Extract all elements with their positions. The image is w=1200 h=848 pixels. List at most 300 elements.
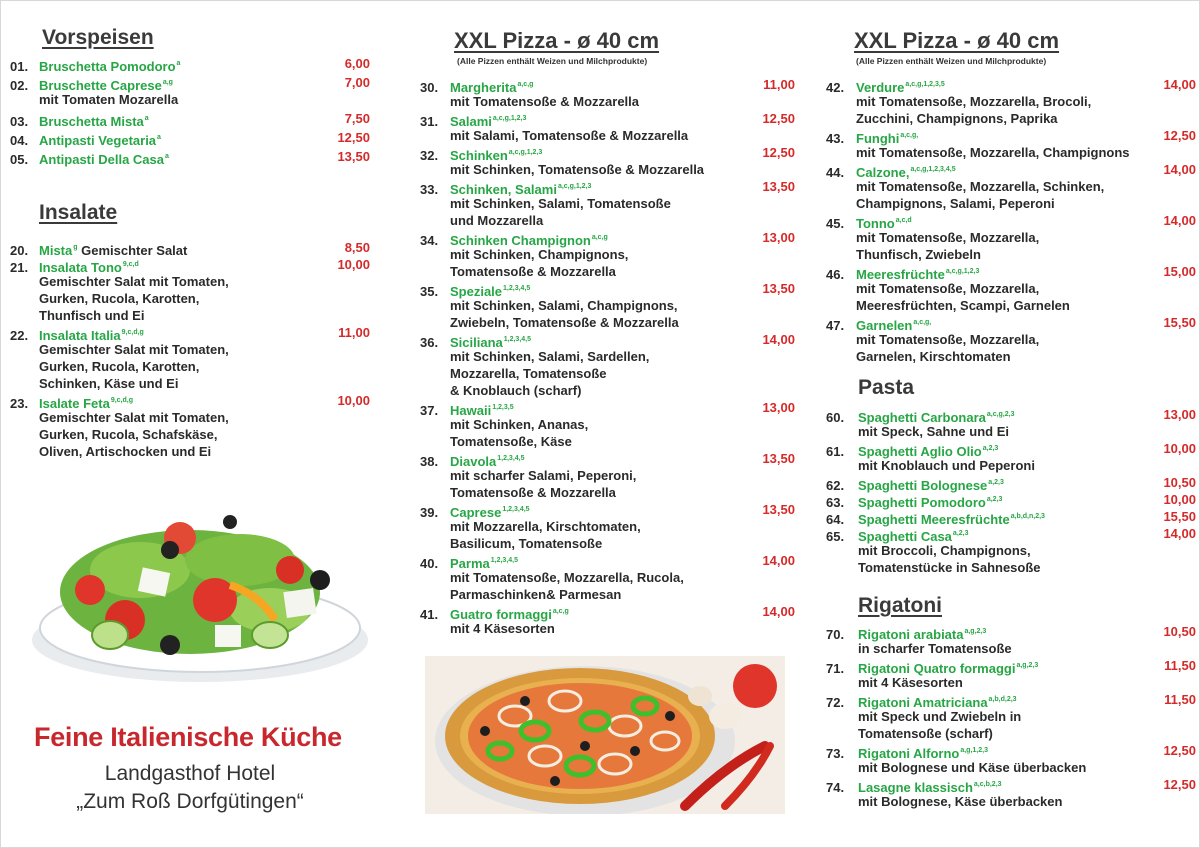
item-description-line: mit Tomatensoße, Mozzarella, Schinken,	[856, 179, 1105, 194]
item-name: Hawaii	[450, 403, 492, 418]
item-price: 10,00	[1163, 492, 1196, 507]
item-description-line: Gurken, Rucola, Karotten,	[39, 291, 200, 306]
allergen-codes: 1,2,3,4,5	[502, 506, 530, 513]
item-description-line: Gurken, Rucola, Schafskäse,	[39, 427, 218, 442]
vorspeisen-list	[10, 55, 370, 167]
item-number: 63.	[826, 495, 845, 510]
item-number: 44.	[826, 165, 845, 180]
item-number: 02.	[10, 78, 29, 93]
item-number: 32.	[420, 148, 439, 163]
item-description-line: Tomatenstücke in Sahnesoße	[858, 560, 1041, 575]
item-name: Lasagne klassisch	[858, 780, 973, 795]
item-number: 34.	[420, 233, 439, 248]
item-description-line: Schinken, Käse und Ei	[39, 376, 179, 391]
item-number: 39.	[420, 505, 439, 520]
item-price: 10,00	[337, 393, 370, 408]
item-name: Siciliana	[450, 335, 503, 350]
item-price: 14,00	[762, 332, 795, 347]
item-name: Guatro formaggi	[450, 607, 552, 622]
menu-item	[826, 525, 1196, 576]
menu-item-row	[826, 623, 1196, 640]
item-number: 30.	[420, 80, 439, 95]
item-name: Bruschette Caprese	[39, 78, 162, 93]
allergen-codes: a,c,g	[591, 234, 608, 241]
item-name: Antipasti Della Casa	[39, 152, 164, 167]
item-price: 11,00	[763, 77, 795, 92]
section-title-vorspeisen: Vorspeisen	[42, 26, 154, 49]
item-price: 13,00	[762, 230, 795, 245]
menu-item-row	[826, 406, 1196, 423]
section-title-pizza-2: XXL Pizza - ø 40 cm	[854, 28, 1060, 53]
item-name: Tonno	[856, 216, 895, 231]
item-description-line: Parmaschinken& Parmesan	[450, 587, 622, 602]
item-price: 10,00	[337, 257, 370, 272]
item-number: 20.	[10, 243, 29, 258]
menu-item-row	[10, 74, 370, 91]
item-description-line: mit Tomatensoße, Mozzarella,	[856, 281, 1040, 296]
menu-item-row	[826, 742, 1196, 759]
item-name: Rigatoni Alforno	[858, 746, 960, 761]
item-description-line: mit Broccoli, Champignons,	[858, 543, 1031, 558]
menu-item	[420, 501, 795, 552]
allergen-codes: a,2,3	[988, 479, 1004, 486]
item-price: 11,00	[338, 325, 370, 340]
allergen-codes: a,b,d,2,3	[988, 696, 1017, 703]
rigatoni-list	[826, 623, 1196, 810]
item-description-line: Thunfisch, Zwiebeln	[856, 247, 981, 262]
item-name: Antipasti Vegetaria	[39, 133, 157, 148]
allergen-codes: g	[73, 244, 78, 251]
item-price: 7,00	[344, 75, 370, 90]
item-price: 14,00	[1163, 213, 1196, 228]
menu-item-row	[420, 229, 795, 246]
item-name: Spaghetti Casa	[858, 529, 952, 544]
item-description-line: mit Schinken, Salami, Champignons,	[450, 298, 678, 313]
allergen-codes: a,g,1,2,3	[960, 747, 988, 754]
item-name: Rigatoni Quatro formaggi	[858, 661, 1016, 676]
item-description-line: mit Schinken, Champignons,	[450, 247, 629, 262]
menu-item	[826, 440, 1196, 474]
item-name: Margherita	[450, 80, 517, 95]
item-price: 13,50	[762, 281, 795, 296]
allergen-codes: 9,c,d,g	[110, 397, 134, 404]
menu-item-row	[10, 256, 370, 273]
menu-item	[420, 280, 795, 331]
allergen-codes: a,2,3	[982, 445, 999, 452]
hotel-name: Landgasthof Hotel	[104, 762, 276, 785]
item-number: 01.	[10, 59, 29, 74]
item-description-line: Gemischter Salat mit Tomaten,	[39, 410, 229, 425]
item-description-line: mit Knoblauch und Peperoni	[858, 458, 1035, 473]
menu-item-row	[10, 148, 370, 165]
menu-item-row	[420, 450, 795, 467]
item-description-line: mit 4 Käsesorten	[450, 621, 555, 636]
pizza-note-1: (Alle Pizzen enthält Weizen und Milchprodukte)	[457, 56, 648, 66]
item-name: Spaghetti Carbonara	[858, 410, 986, 425]
item-number: 60.	[826, 410, 845, 425]
item-description-line: mit Tomatensoße, Mozzarella, Champignons	[856, 145, 1130, 160]
item-number: 64.	[826, 512, 845, 527]
item-name: Meeresfrüchte	[856, 267, 945, 282]
section-title-rigatoni: Rigatoni	[858, 594, 942, 617]
item-name: Schinken Champignon	[450, 233, 591, 248]
item-number: 42.	[826, 80, 845, 95]
menu-item-row	[10, 55, 370, 72]
item-number: 38.	[420, 454, 439, 469]
item-price: 13,50	[762, 451, 795, 466]
item-description-line: mit Mozzarella, Kirschtomaten,	[450, 519, 641, 534]
item-price: 15,50	[1163, 315, 1196, 330]
menu-item-row	[420, 603, 795, 620]
menu-item	[420, 450, 795, 501]
item-name: Speziale	[450, 284, 503, 299]
menu-item-row	[10, 239, 370, 256]
menu-item-row	[10, 324, 370, 341]
item-price: 12,50	[762, 111, 795, 126]
menu-item	[826, 657, 1196, 691]
allergen-codes: a	[176, 60, 181, 67]
menu-item-row	[826, 657, 1196, 674]
item-name: Garnelen	[856, 318, 913, 333]
item-number: 21.	[10, 260, 29, 275]
allergen-codes: a,b,d,n,2,3	[1010, 513, 1045, 520]
menu-item	[10, 239, 370, 256]
menu-item	[826, 263, 1196, 314]
item-price: 12,50	[762, 145, 795, 160]
item-description-line: Zwiebeln, Tomatensoße & Mozzarella	[450, 315, 679, 330]
section-title-pasta: Pasta	[858, 376, 915, 399]
item-name: Isalate Feta	[39, 396, 110, 411]
menu-item	[420, 331, 795, 399]
allergen-codes: a,c,g,	[913, 319, 932, 326]
allergen-codes: 1,2,3,4,5	[503, 285, 531, 292]
item-price: 11,50	[1164, 658, 1196, 673]
allergen-codes: a	[165, 153, 169, 160]
item-name: Verdure	[856, 80, 905, 95]
item-description-line: Basilicum, Tomatensoße	[450, 536, 603, 551]
item-number: 62.	[826, 478, 845, 493]
item-number: 31.	[420, 114, 439, 129]
pizza-list-1	[420, 76, 795, 637]
item-description-line: Tomatensoße, Käse	[450, 434, 572, 449]
item-description-line: mit Tomatensoße, Mozzarella, Brocoli,	[856, 94, 1092, 109]
item-name: Mista	[39, 243, 73, 258]
allergen-codes: a,c,d	[895, 217, 912, 224]
item-inline-description: Gemischter Salat	[77, 243, 188, 258]
item-price: 10,50	[1163, 475, 1196, 490]
item-number: 37.	[420, 403, 439, 418]
menu-item	[826, 691, 1196, 742]
menu-item	[826, 406, 1196, 440]
menu-item-row	[826, 525, 1196, 542]
item-price: 8,50	[344, 240, 370, 255]
item-price: 13,00	[1163, 407, 1196, 422]
item-price: 12,50	[1163, 777, 1196, 792]
item-number: 65.	[826, 529, 845, 544]
menu-item-row	[826, 314, 1196, 331]
item-description-line: mit Schinken, Tomatensoße & Mozzarella	[450, 162, 705, 177]
menu-item-row	[826, 474, 1196, 491]
item-description-line: mit Tomatensoße, Mozzarella,	[856, 332, 1040, 347]
item-name: Parma	[450, 556, 490, 571]
menu-item	[420, 399, 795, 450]
allergen-codes: 9,c,d	[122, 261, 139, 268]
allergen-codes: a,c,g,1,2,3	[492, 115, 527, 122]
item-description-line: mit Tomatensoße, Mozzarella, Rucola,	[450, 570, 684, 585]
item-number: 72.	[826, 695, 845, 710]
menu-item	[10, 129, 370, 146]
item-number: 03.	[10, 114, 29, 129]
allergen-codes: a,c,g,2,3	[986, 411, 1015, 418]
menu-item	[10, 110, 370, 127]
item-name: Bruschetta Mista	[39, 114, 144, 129]
allergen-codes: 1,2,3,4,5	[490, 557, 518, 564]
item-description-line: Tomatensoße & Mozzarella	[450, 264, 616, 279]
menu-item	[10, 392, 370, 460]
menu-item-row	[826, 440, 1196, 457]
item-number: 47.	[826, 318, 845, 333]
item-description-line: mit Schinken, Salami, Sardellen,	[450, 349, 650, 364]
item-price: 14,00	[762, 604, 795, 619]
menu-item	[826, 474, 1196, 491]
item-price: 12,50	[1163, 128, 1196, 143]
item-description-line: mit Schinken, Ananas,	[450, 417, 589, 432]
item-price: 14,00	[1163, 77, 1196, 92]
item-description-line: Mozzarella, Tomatensoße	[450, 366, 607, 381]
menu-item-row	[826, 508, 1196, 525]
item-price: 14,00	[1163, 162, 1196, 177]
pizza-list-2	[826, 76, 1196, 365]
item-price: 13,50	[762, 502, 795, 517]
menu-item-row	[420, 110, 795, 127]
item-price: 10,50	[1163, 624, 1196, 639]
insalate-list	[10, 239, 370, 460]
item-description-line: Gemischter Salat mit Tomaten,	[39, 274, 229, 289]
allergen-codes: 9,c,d,g	[121, 329, 144, 336]
menu-item	[826, 742, 1196, 776]
menu-item	[826, 127, 1196, 161]
allergen-codes: a,c,g,1,2,3	[945, 268, 980, 275]
menu-item	[420, 76, 795, 110]
allergen-codes: a,2,3	[952, 530, 969, 537]
menu-item	[420, 144, 795, 178]
menu-item-row	[10, 110, 370, 127]
pizza-note-2: (Alle Pizzen enthält Weizen und Milchprodukte)	[856, 56, 1047, 66]
hotel-subname: „Zum Roß Dorfgütingen“	[76, 790, 304, 813]
allergen-codes: 1,2,3,4,5	[503, 336, 531, 343]
item-price: 13,00	[762, 400, 795, 415]
item-description-line: mit Bolognese und Käse überbacken	[858, 760, 1087, 775]
menu-item-row	[420, 399, 795, 416]
menu-item-row	[10, 129, 370, 146]
item-number: 04.	[10, 133, 29, 148]
item-price: 14,00	[1163, 526, 1196, 541]
item-name: Calzone,	[856, 165, 910, 180]
section-title-pizza-1: XXL Pizza - ø 40 cm	[454, 28, 660, 53]
item-price: 10,00	[1163, 441, 1196, 456]
menu-item-row	[826, 127, 1196, 144]
menu-item	[10, 55, 370, 72]
item-price: 12,50	[1163, 743, 1196, 758]
item-price: 7,50	[344, 111, 370, 126]
item-price: 14,00	[762, 553, 795, 568]
menu-item	[10, 74, 370, 108]
restaurant-name: Feine Italienische Küche	[34, 722, 342, 752]
menu-item	[826, 776, 1196, 810]
item-description-line: Tomatensoße & Mozzarella	[450, 485, 616, 500]
menu-item-row	[10, 392, 370, 409]
item-price: 15,00	[1163, 264, 1196, 279]
item-description-line: Garnelen, Kirschtomaten	[856, 349, 1011, 364]
menu-item-row	[826, 691, 1196, 708]
item-number: 73.	[826, 746, 845, 761]
item-number: 33.	[420, 182, 439, 197]
menu-item	[826, 508, 1196, 525]
item-price: 6,00	[344, 56, 370, 71]
item-description-line: Zucchini, Champignons, Paprika	[856, 111, 1058, 126]
menu-item-row	[420, 178, 795, 195]
menu-item	[420, 229, 795, 280]
menu-item	[420, 178, 795, 229]
item-name: Insalata Italia	[39, 328, 121, 343]
item-number: 61.	[826, 444, 845, 459]
menu-item-row	[420, 76, 795, 93]
salad-photo	[30, 500, 370, 690]
item-number: 23.	[10, 396, 29, 411]
menu-item-row	[826, 263, 1196, 280]
menu-item	[826, 76, 1196, 127]
item-description-line: Gemischter Salat mit Tomaten,	[39, 342, 229, 357]
item-name: Rigatoni arabiata	[858, 627, 964, 642]
item-number: 40.	[420, 556, 439, 571]
item-name: Bruschetta Pomodoro	[39, 59, 176, 74]
menu-item	[826, 314, 1196, 365]
allergen-codes: a,g	[162, 79, 173, 86]
item-description-line: Thunfisch und Ei	[39, 308, 145, 323]
item-number: 46.	[826, 267, 845, 282]
item-number: 22.	[10, 328, 29, 343]
item-number: 74.	[826, 780, 845, 795]
pasta-list	[826, 406, 1196, 576]
menu-item	[826, 491, 1196, 508]
menu-item	[10, 148, 370, 165]
menu-item	[420, 552, 795, 603]
item-price: 13,50	[762, 179, 795, 194]
item-description-line: mit 4 Käsesorten	[858, 675, 963, 690]
allergen-codes: a,c,g	[552, 608, 569, 615]
section-title-insalate: Insalate	[39, 201, 118, 224]
menu-item	[826, 161, 1196, 212]
item-number: 41.	[420, 607, 439, 622]
item-description-line: in scharfer Tomatensoße	[858, 641, 1012, 656]
item-description-line: mit Schinken, Salami, Tomatensoße	[450, 196, 671, 211]
item-description-line: mit scharfer Salami, Peperoni,	[450, 468, 637, 483]
item-description-line: Meeresfrüchten, Scampi, Garnelen	[856, 298, 1070, 313]
item-number: 43.	[826, 131, 845, 146]
allergen-codes: a	[144, 115, 149, 122]
pizza-photo	[425, 656, 785, 814]
allergen-codes: a	[157, 134, 161, 141]
menu-item	[10, 324, 370, 392]
item-number: 05.	[10, 152, 29, 167]
menu-item-row	[420, 552, 795, 569]
item-price: 12,50	[337, 130, 370, 145]
menu-item-row	[826, 212, 1196, 229]
allergen-codes: a,c,g,	[900, 132, 919, 139]
item-name: Caprese	[450, 505, 502, 520]
item-name: Diavola	[450, 454, 497, 469]
allergen-codes: a,c,g,1,2,3	[557, 183, 592, 190]
menu-item	[420, 603, 795, 637]
item-price: 11,50	[1164, 692, 1196, 707]
item-number: 35.	[420, 284, 439, 299]
item-description-line: mit Tomatensoße & Mozzarella	[450, 94, 640, 109]
menu-item-row	[420, 501, 795, 518]
item-number: 45.	[826, 216, 845, 231]
item-description-line: mit Speck, Sahne und Ei	[858, 424, 1009, 439]
item-description-line: mit Speck und Zwiebeln in	[858, 709, 1022, 724]
item-name: Spaghetti Bolognese	[858, 478, 988, 493]
item-name: Spaghetti Pomodoro	[858, 495, 986, 510]
menu-item-row	[826, 76, 1196, 93]
allergen-codes: a,c,b,2,3	[973, 781, 1002, 788]
item-description-line: Gurken, Rucola, Karotten,	[39, 359, 200, 374]
allergen-codes: a,c,g	[517, 81, 534, 88]
menu-item	[826, 623, 1196, 657]
menu-item-row	[420, 331, 795, 348]
allergen-codes: a,c,g,1,2,3,5	[905, 81, 945, 88]
item-name: Rigatoni Amatriciana	[858, 695, 988, 710]
item-price: 15,50	[1163, 509, 1196, 524]
item-description-line: mit Bolognese, Käse überbacken	[858, 794, 1063, 809]
allergen-codes: 1,2,3,4,5	[497, 455, 525, 462]
item-name: Funghi	[856, 131, 900, 146]
allergen-codes: a,c,g,1,2,3	[508, 149, 543, 156]
item-description-line: Oliven, Artischocken und Ei	[39, 444, 212, 459]
allergen-codes: a,2,3	[986, 496, 1003, 503]
menu-item	[826, 212, 1196, 263]
item-description-line: & Knoblauch (scharf)	[450, 383, 582, 398]
menu-item-row	[826, 776, 1196, 793]
menu-item-row	[826, 161, 1196, 178]
allergen-codes: a,g,2,3	[964, 628, 987, 635]
menu-item	[420, 110, 795, 144]
item-name: Insalata Tono	[39, 260, 122, 275]
item-name: Schinken, Salami	[450, 182, 557, 197]
item-description-line: und Mozzarella	[450, 213, 544, 228]
menu-item-row	[826, 491, 1196, 508]
allergen-codes: a,c,g,1,2,3,4,5	[910, 166, 956, 173]
item-description-line: Champignons, Salami, Peperoni	[856, 196, 1055, 211]
item-name: Spaghetti Aglio Olio	[858, 444, 982, 459]
item-price: 13,50	[337, 149, 370, 164]
menu-item	[10, 256, 370, 324]
item-number: 70.	[826, 627, 845, 642]
allergen-codes: 1,2,3,5	[492, 404, 514, 411]
item-name: Salami	[450, 114, 492, 129]
item-name: Spaghetti Meeresfrüchte	[858, 512, 1010, 527]
item-name: Schinken	[450, 148, 508, 163]
menu-item-row	[420, 280, 795, 297]
item-description-line: mit Tomaten Mozarella	[39, 92, 179, 107]
item-number: 36.	[420, 335, 439, 350]
menu-item-row	[420, 144, 795, 161]
allergen-codes: a,g,2,3	[1016, 662, 1039, 669]
item-number: 71.	[826, 661, 845, 676]
item-description-line: Tomatensoße (scharf)	[858, 726, 993, 741]
item-description-line: mit Tomatensoße, Mozzarella,	[856, 230, 1040, 245]
item-description-line: mit Salami, Tomatensoße & Mozzarella	[450, 128, 689, 143]
